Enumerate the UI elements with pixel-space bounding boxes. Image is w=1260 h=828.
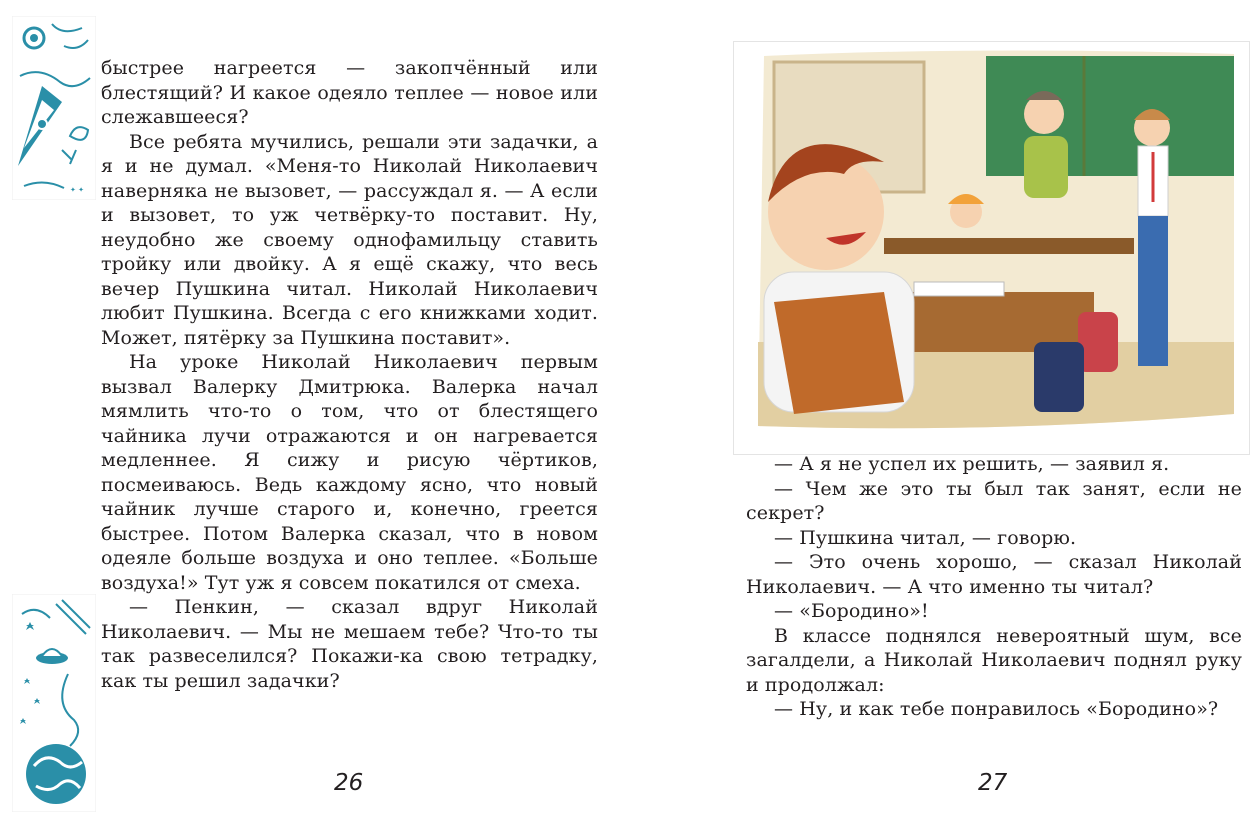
right-page — [630, 0, 1260, 828]
page-number: 27 — [978, 770, 1008, 796]
svg-text:✦ ✦: ✦ ✦ — [70, 186, 84, 194]
space-rocket-decoration — [12, 16, 96, 200]
paragraph: — Чем же это ты был так занят, если не секрет? — [746, 477, 1242, 524]
space-planet-decoration — [12, 594, 96, 812]
paragraph: — А я не успел их решить, — заявил я. — [774, 453, 1170, 475]
page-number: 26 — [334, 770, 364, 796]
left-page — [0, 0, 620, 828]
paragraph: На уроке Николай Николаевич первым вызвал Валерку Дмитрюка. Валерка начал мямлить что-то о том, что от блестящего чайника лучи отражаются и он нагревается медленнее. Я сижу и рисую чёртиков, посмеиваюсь. Ведь каждому ясно, что новый чайник лучше старого и, конечно, греется быстрее. Потом Валерка сказал, что в новом одеяле больше воздуха и оно теплее. «Больше воздуха!» Тут уж я совсем покатился от смеха. — [101, 351, 598, 594]
paragraph: — Пушкина читал, — говорю. — [774, 526, 1077, 549]
paragraph: Все ребята мучились, решали эти задачки, а я и не думал. «Меня-то Николай Николаевич наверняка не вызовет, — рассуждал я. — А если и вызовет, то уж четвёрку-то поставит. Ну, неудобно же своему однофамильцу ставить тройку или двойку. А я ещё скажу, что весь вечер Пушкина читал. Николай Николаевич любит Пушкина. Всегда с его книжками ходит. Может, пятёрку за Пушкина поставит». — [101, 130, 598, 349]
paragraph: — Это очень хорошо, — сказал Николай Николаевич. — А что именно ты читал? — [746, 551, 1242, 598]
left-page-text — [101, 56, 598, 693]
classroom-illustration — [733, 41, 1250, 455]
paragraph: — «Бородино»! — [774, 600, 929, 622]
paragraph: — Ну, и как тебе понравилось «Бородино»? — [774, 698, 1219, 720]
right-page-text — [746, 452, 1242, 722]
paragraph: — Пенкин, — сказал вдруг Николай Николаевич. — Мы не мешаем тебе? Что-то ты так развеселился? Покажи-ка свою тетрадку, как ты решил задачки? — [101, 596, 598, 692]
paragraph: быстрее нагреется — закопчённый или блестящий? И какое одеяло теплее — новое или слежавшееся? — [101, 57, 598, 128]
paragraph: В классе поднялся невероятный шум, все загалдели, а Николай Николаевич поднял руку и продолжал: — [746, 624, 1242, 696]
